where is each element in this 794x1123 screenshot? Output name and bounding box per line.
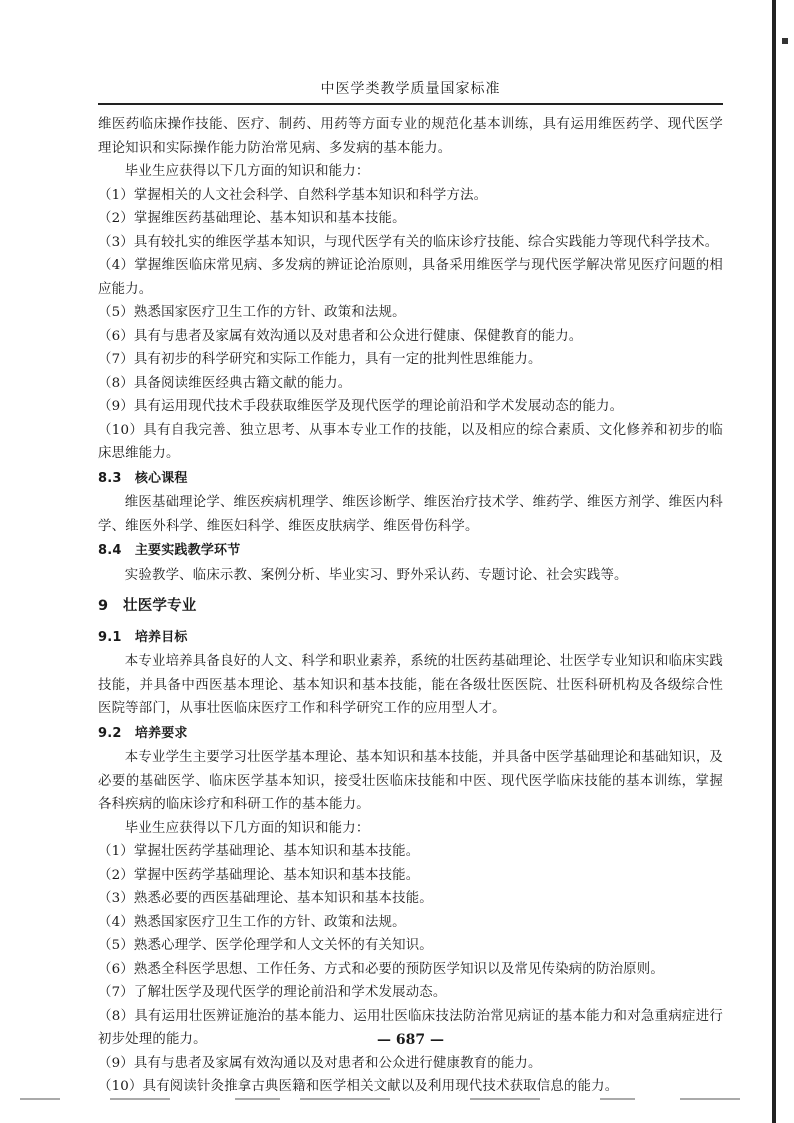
list-item: （3）熟悉必要的西医基础理论、基本知识和基本技能。 [98, 891, 433, 906]
scan-noise-line [0, 1098, 772, 1101]
section-heading-9-1: 9.1 培养目标 [98, 629, 188, 645]
list-item: （4）熟悉国家医疗卫生工作的方针、政策和法规。 [98, 914, 406, 930]
section-heading-8-4: 8.4 主要实践教学环节 [98, 543, 241, 558]
list-item: （5）熟悉国家医疗卫生工作的方针、政策和法规。 [98, 305, 406, 320]
section-heading-9: 9 壮医学专业 [98, 598, 197, 614]
section-heading-8-3: 8.3 核心课程 [98, 470, 188, 486]
header-rule [98, 103, 723, 105]
list-item: （2）掌握中医药学基础理论、基本知识和基本技能。 [98, 867, 420, 883]
scan-edge-border [772, 0, 776, 1123]
list-item: （9）具有运用现代技术手段获取维医学及现代医学的理论前沿和学术发展动态的能力。 [98, 399, 624, 414]
list-item: （1）掌握相关的人文社会科学、自然科学基本知识和科学方法。 [98, 187, 488, 203]
paragraph: 本专业学生主要学习壮医学基本理论、基本知识和基本技能，并具备中医学基础理论和基础知识，及必要的基础医学、临床医学基本知识，接受壮医临床技能和中医、现代医学临床技能的基本训练，掌握各科疾病的临床诊疗和科研工作的基本能力。 [98, 750, 723, 812]
list-item: （6）熟悉全科医学思想、工作任务、方式和必要的预防医学知识以及常见传染病的防治原则。 [98, 961, 664, 977]
scan-corner-mark [782, 38, 788, 44]
list-item: （5）熟悉心理学、医学伦理学和人文关怀的有关知识。 [98, 938, 433, 953]
list-item: （7）了解壮医学及现代医学的理论前沿和学术发展动态。 [98, 985, 447, 1000]
list-item: （2）掌握维医药基础理论、基本知识和基本技能。 [98, 211, 406, 226]
list-item: （4）掌握维医临床常见病、多发病的辨证论治原则，具备采用维医学与现代医学解决常见医疗问题的相应能力。 [98, 258, 723, 297]
paragraph: 维医基础理论学、维医疾病机理学、维医诊断学、维医治疗技术学、维药学、维医方剂学、维医内科学、维医外科学、维医妇科学、维医皮肤病学、维医骨伤科学。 [98, 495, 723, 534]
page-body [98, 113, 723, 1099]
list-item: （10）具有阅读针灸推拿古典医籍和医学相关文献以及利用现代技术获取信息的能力。 [98, 1079, 619, 1094]
paragraph: 维医药临床操作技能、医疗、制药、用药等方面专业的规范化基本训练，具有运用维医药学、现代医学理论知识和实际操作能力防治常见病、多发病的基本能力。 [98, 117, 723, 156]
list-item: （1）掌握壮医药学基础理论、基本知识和基本技能。 [98, 844, 420, 859]
list-item: （9）具有与患者及家属有效沟通以及对患者和公众进行健康教育的能力。 [98, 1055, 542, 1071]
list-item: （8）具有运用壮医辨证施治的基本能力、运用壮医临床技法防治常见病证的基本能力和对急重病症进行初步处理的能力。 [98, 1008, 723, 1047]
list-item: （8）具备阅读维医经典古籍文献的能力。 [98, 375, 352, 391]
paragraph: 本专业培养具备良好的人文、科学和职业素养，系统的壮医药基础理论、壮医学专业知识和临床实践技能，并具备中西医基本理论、基本知识和基本技能，能在各级壮医医院、壮医科研机构及各级综合性医院等部门，从事壮医临床医疗工作和科学研究工作的应用型人才。 [98, 654, 723, 716]
page-number: — 687 — [377, 1032, 444, 1048]
list-item: （10）具有自我完善、独立思考、从事本专业工作的技能，以及相应的综合素质、文化修养和初步的临床思维能力。 [98, 422, 723, 461]
paragraph: 实验教学、临床示教、案例分析、毕业实习、野外采认药、专题讨论、社会实践等。 [124, 567, 628, 583]
list-item: （6）具有与患者及家属有效沟通以及对患者和公众进行健康、保健教育的能力。 [98, 328, 583, 344]
paragraph: 毕业生应获得以下几方面的知识和能力： [124, 820, 370, 836]
running-header: 中医学类教学质量国家标准 [320, 81, 501, 97]
section-heading-9-2: 9.2 培养要求 [98, 725, 188, 741]
list-item: （7）具有初步的科学研究和实际工作能力，具有一定的批判性思维能力。 [98, 352, 542, 367]
paragraph: 毕业生应获得以下几方面的知识和能力： [124, 164, 370, 179]
list-item: （3）具有较扎实的维医学基本知识，与现代医学有关的临床诊疗技能、综合实践能力等现代科学技术。 [98, 234, 719, 250]
